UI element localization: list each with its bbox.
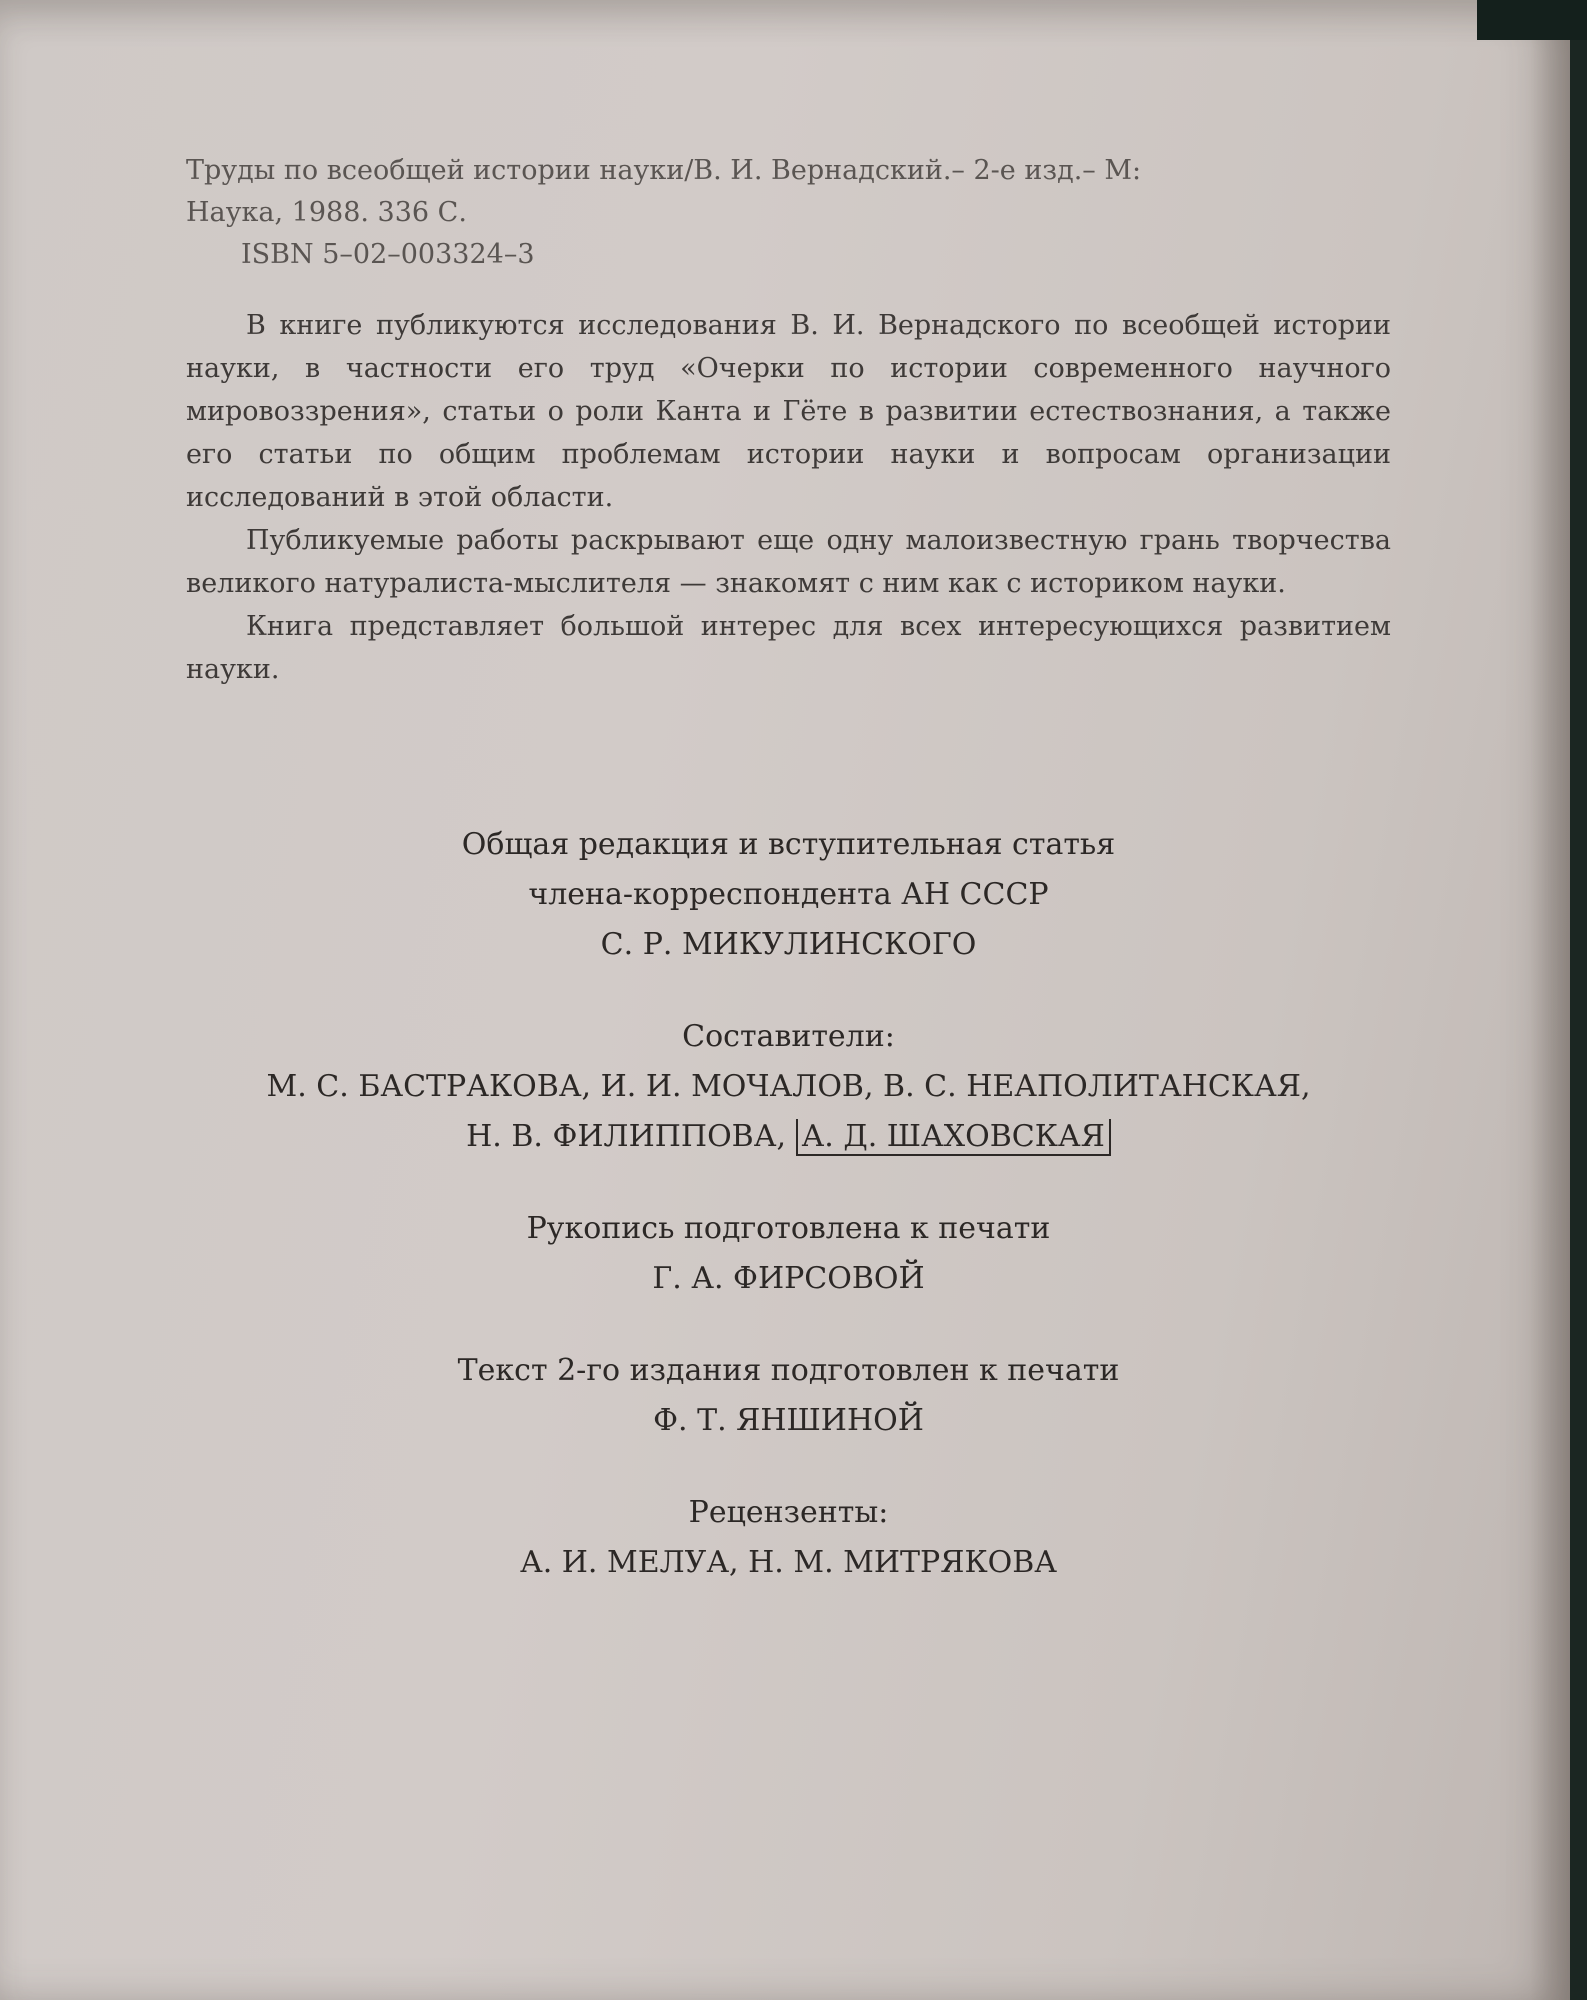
- annotation-paragraph-3: Книга представляет большой интерес для всех интересующихся развитием науки.: [186, 611, 1391, 685]
- biblio-line-2: Наука, 1988. 336 С.: [186, 197, 467, 228]
- second-edition-label: Текст 2-го издания подготовлен к печати: [457, 1353, 1120, 1388]
- boxed-compiler-name: А. Д. ШАХОВСКАЯ: [796, 1119, 1111, 1156]
- background-corner: [1477, 0, 1587, 40]
- isbn: ISBN 5–02–003324–3: [241, 239, 535, 270]
- editor-label-1: Общая редакция и вступительная статья: [461, 827, 1116, 862]
- compilers-names-1: М. С. БАСТРАКОВА, И. И. МОЧАЛОВ, В. С. НЕАПОЛИТАНСКАЯ,: [266, 1069, 1311, 1104]
- manuscript-label: Рукопись подготовлена к печати: [526, 1211, 1051, 1246]
- reviewers-credit: [186, 1488, 1391, 1588]
- biblio-line-1: Труды по всеобщей истории науки/В. И. Вернадский.– 2-е изд.– М:: [186, 155, 1142, 186]
- page-edge-shadow: [1530, 0, 1570, 2000]
- annotation-paragraph-1: В книге публикуются исследования В. И. Вернадского по всеобщей истории науки, в частности его труд «Очерки по истории современного научного мировоззрения», статьи о роли Канта и Гёте в развитии естествознания, а также его статьи по общим проблемам истории науки и вопросам организации исследований в этой области.: [186, 310, 1391, 513]
- reviewers-label: Рецензенты:: [688, 1495, 889, 1530]
- manuscript-credit: [186, 1204, 1391, 1304]
- editor-credit: [186, 820, 1391, 970]
- compilers-names-2: Н. В. ФИЛИППОВА,: [466, 1119, 786, 1154]
- editor-label-2: члена-корреспондента АН СССР: [528, 877, 1049, 912]
- second-edition-credit: [186, 1346, 1391, 1446]
- second-edition-name: Ф. Т. ЯНШИНОЙ: [653, 1403, 924, 1438]
- annotation-paragraph-2: Публикуемые работы раскрывают еще одну малоизвестную грань творчества великого натуралиста-мыслителя — знакомят с ним как с историком науки.: [186, 525, 1391, 599]
- credits: [186, 820, 1391, 1630]
- reviewers-names: А. И. МЕЛУА, Н. М. МИТРЯКОВА: [519, 1545, 1058, 1580]
- annotation: [186, 304, 1391, 691]
- compilers-label: Составители:: [682, 1019, 895, 1054]
- compilers-names-2-row: [186, 1112, 1391, 1162]
- manuscript-name: Г. А. ФИРСОВОЙ: [652, 1261, 925, 1296]
- bibliographic-record: [186, 150, 1386, 276]
- editor-name: С. Р. МИКУЛИНСКОГО: [600, 927, 977, 962]
- compilers-credit: [186, 1012, 1391, 1162]
